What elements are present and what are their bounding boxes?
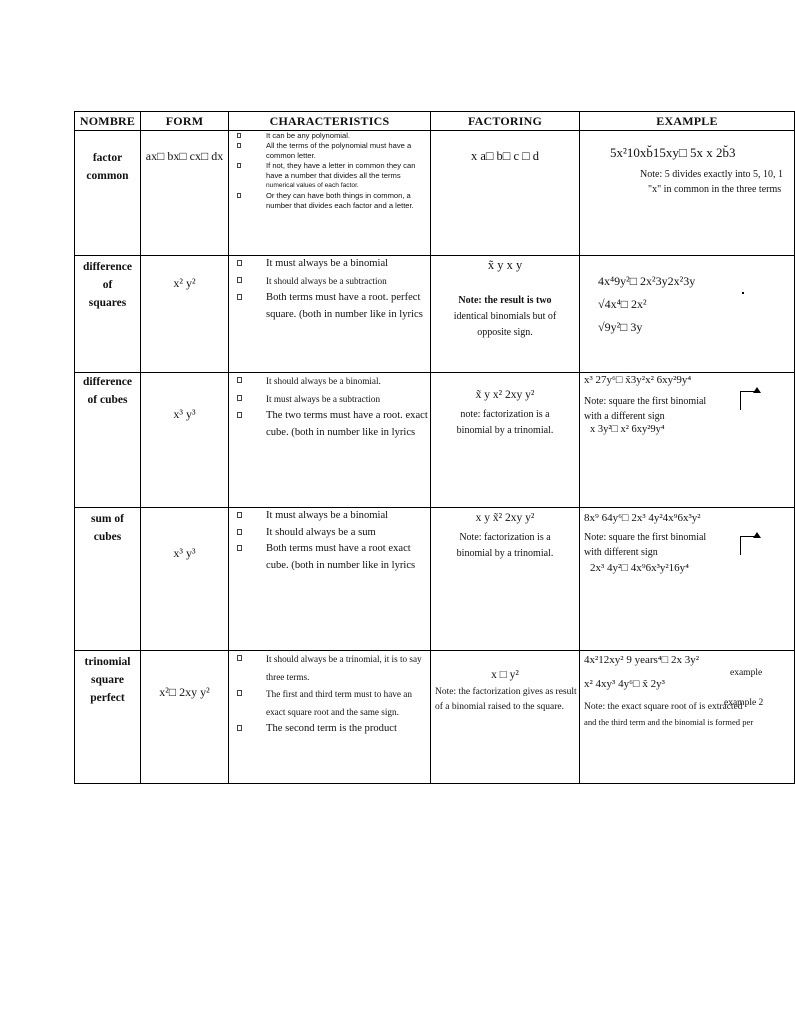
table-row	[75, 508, 795, 651]
form-expression: x²□ 2xy y²	[159, 685, 210, 699]
characteristics-list	[229, 131, 430, 211]
example-note: Note: square the first binomial	[584, 532, 707, 543]
list-item	[233, 131, 428, 141]
arrow-icon	[740, 391, 757, 410]
example-line: x³ 27y⁶□ x̃3y²x² 6xy²9y⁴	[584, 374, 692, 386]
row-name-cell	[75, 508, 141, 651]
example-cell	[580, 256, 795, 373]
list-item-text: Both terms must have a root exact cube. (both in number like in lyrics	[266, 543, 416, 571]
characteristics-list	[229, 651, 430, 738]
characteristics-cell	[229, 256, 431, 373]
list-item	[233, 191, 428, 211]
list-item-text: The first and third term must to have an exact square root and the same sign.	[266, 689, 412, 717]
factoring-cell	[431, 256, 580, 373]
example-line: 5x²10xb̆15xy□ 5x x 2b̆3	[610, 145, 736, 160]
factoring-cell	[431, 651, 580, 784]
example-tag: example 2	[724, 698, 764, 708]
factoring-cell	[431, 508, 580, 651]
row-name-line: squares	[88, 297, 127, 309]
formula-table-sheet	[74, 111, 784, 735]
row-name-cell	[75, 256, 141, 373]
characteristics-list	[229, 508, 430, 574]
factoring-cell	[431, 373, 580, 508]
list-item	[233, 141, 428, 161]
form-expression: x³ y³	[173, 407, 196, 421]
table-row	[75, 373, 795, 508]
example-line: 8x⁹ 64y⁶□ 2x³ 4y²4x⁹6x³y²	[584, 512, 701, 524]
form-cell	[141, 131, 229, 256]
example-line-tail: 2x³ 4y²□ 4x⁹6x³y²16y⁴	[590, 562, 690, 574]
factoring-table	[74, 111, 795, 784]
decorative-dot	[742, 292, 744, 294]
table-row	[75, 131, 795, 256]
example-note: "x" in common in the three terms	[648, 184, 782, 195]
list-item	[233, 408, 428, 441]
row-name-line: difference	[83, 261, 132, 273]
example-note: with different sign	[584, 547, 658, 558]
list-item	[233, 161, 428, 191]
header-factoring: FACTORING	[431, 112, 580, 131]
example-tag: example	[730, 668, 763, 678]
list-item	[233, 541, 428, 574]
example-line: x² 4xy³ 4y⁶□ x̃ 2y³	[584, 678, 665, 690]
factoring-note: note: factorization is a binomial by a trinomial.	[456, 409, 554, 436]
row-name-cell	[75, 373, 141, 508]
example-note: and the third term and the binomial is formed per	[584, 717, 754, 727]
list-item-text: It must always be a binomial	[266, 258, 389, 269]
row-name-cell	[75, 651, 141, 784]
factoring-formula: x a□ b□ c □ d	[470, 149, 540, 163]
list-item-text: The second term is the product	[266, 723, 397, 735]
list-item-text: It must always be a subtraction	[266, 393, 381, 404]
example-note: with a different sign	[584, 411, 665, 422]
example-cell	[580, 651, 795, 784]
row-name-line: factor	[92, 152, 123, 164]
list-item-subnote: numerical values of each factor.	[266, 182, 359, 189]
factoring-formula: x □ y²	[491, 669, 519, 681]
characteristics-list	[229, 256, 430, 323]
characteristics-cell	[229, 373, 431, 508]
form-cell	[141, 508, 229, 651]
header-characteristics: CHARACTERISTICS	[229, 112, 431, 131]
factoring-formula: x y x̃² 2xy y²	[475, 512, 535, 524]
form-expression: ax□ bx□ cx□ dx	[145, 149, 224, 163]
form-cell	[141, 373, 229, 508]
list-item-text: It should always be a subtraction	[266, 275, 387, 286]
list-item-text: It should always be a binomial.	[266, 376, 381, 386]
factoring-note: identical binomials but of opposite sign.	[453, 311, 557, 338]
list-item-text: The two terms must have a root. exact cube. (both in number like in lyrics	[266, 410, 428, 438]
list-item	[233, 290, 428, 323]
list-item	[233, 256, 428, 273]
example-line-tail: x 3y²□ x² 6xy²9y⁴	[590, 424, 665, 435]
list-item	[233, 391, 428, 409]
list-item	[233, 651, 428, 686]
row-name-line: perfect	[90, 692, 125, 704]
row-name-line: difference	[83, 376, 132, 388]
example-cell	[580, 131, 795, 256]
row-name-cell	[75, 131, 141, 256]
list-item-text: It must always be a binomial	[266, 510, 389, 521]
list-item	[233, 721, 428, 738]
row-name-line: trinomial	[84, 656, 131, 668]
list-item	[233, 525, 428, 542]
example-note: Note: square the first binomial	[584, 396, 707, 407]
list-item-text: Both terms must have a root. perfect square. (both in number like in lyrics	[266, 292, 423, 320]
example-line: 4x⁴9y²□ 2x²3y2x²3y	[598, 274, 696, 288]
characteristics-cell	[229, 508, 431, 651]
header-form: FORM	[141, 112, 229, 131]
row-name-line: square	[90, 674, 125, 686]
arrow-icon	[740, 536, 757, 555]
table-row	[75, 256, 795, 373]
list-item	[233, 686, 428, 721]
list-item-text: If not, they have a letter in common they can have a number that divides all the terms	[266, 161, 416, 180]
factoring-note: Note: factorization is a binomial by a trinomial.	[456, 532, 554, 559]
form-cell	[141, 256, 229, 373]
characteristics-cell	[229, 651, 431, 784]
example-line: √9y²□ 3y	[598, 320, 643, 334]
row-name-line: cubes	[93, 531, 122, 543]
row-name-line: of cubes	[87, 394, 128, 406]
list-item-text: It should always be a trinomial, it is to say three terms.	[266, 654, 422, 682]
form-expression: x³ y³	[173, 546, 196, 560]
example-cell	[580, 508, 795, 651]
list-item-text: Or they can have both things in common, a number that divides each factor and a letter.	[266, 191, 414, 210]
characteristics-cell	[229, 131, 431, 256]
header-row	[75, 112, 795, 131]
row-name-line: common	[86, 170, 129, 182]
factoring-cell	[431, 131, 580, 256]
list-item-text: It can be any polynomial.	[266, 131, 351, 140]
example-note: Note: the exact square root of is extracted	[584, 702, 743, 712]
list-item	[233, 373, 428, 391]
list-item	[233, 508, 428, 525]
example-line: √4x⁴□ 2x²	[598, 297, 647, 311]
list-item	[233, 273, 428, 291]
list-item-text: All the terms of the polynomial must have a common letter.	[266, 141, 412, 160]
example-cell	[580, 373, 795, 508]
factoring-note: Note: the factorization gives as result of a binomial raised to the square.	[435, 687, 577, 712]
factoring-formula: x̃ y x² 2xy y²	[475, 389, 535, 401]
row-name-line: of	[102, 279, 113, 291]
header-nombre: NOMBRE	[75, 112, 141, 131]
characteristics-list	[229, 373, 430, 441]
factoring-formula: x̃ y x y	[487, 258, 523, 272]
form-expression: x² y²	[173, 276, 196, 290]
list-item-text: It should always be a sum	[266, 526, 376, 538]
form-cell	[141, 651, 229, 784]
header-example: EXAMPLE	[580, 112, 795, 131]
factoring-note-bold: Note: the result is two	[458, 295, 552, 306]
table-row	[75, 651, 795, 784]
example-note: Note: 5 divides exactly into 5, 10, 1	[640, 169, 784, 180]
row-name-line: sum of	[91, 513, 124, 525]
example-line: 4x²12xy² 9 years⁴□ 2x 3y²	[584, 654, 700, 666]
